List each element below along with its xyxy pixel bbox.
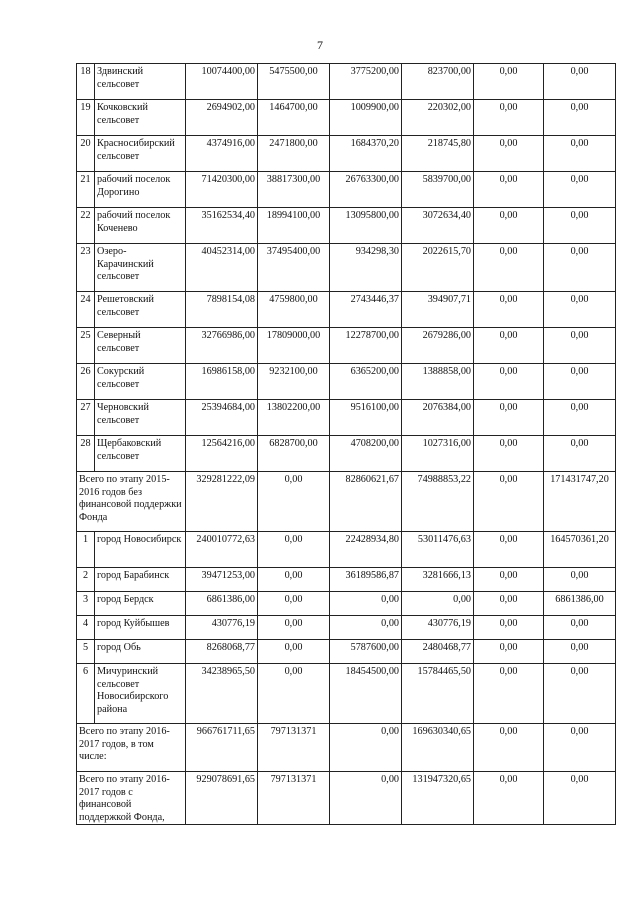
local-budget-cell: 1027316,00 <box>402 436 474 472</box>
table-row <box>77 640 616 664</box>
other-funds-cell: 0,00 <box>544 208 616 244</box>
local-budget-cell: 5839700,00 <box>402 172 474 208</box>
total-amount-cell: 2694902,00 <box>186 100 258 136</box>
row-number-cell: 5 <box>77 640 95 664</box>
row-number-cell: 6 <box>77 664 95 724</box>
total-amount-cell: 40452314,00 <box>186 244 258 292</box>
municipality-name-cell: город Куйбышев <box>95 616 186 640</box>
owners-funds-cell: 0,00 <box>474 724 544 772</box>
other-funds-cell: 171431747,20 <box>544 472 616 532</box>
fund-amount-cell: 37495400,00 <box>258 244 330 292</box>
owners-funds-cell: 0,00 <box>474 328 544 364</box>
owners-funds-cell: 0,00 <box>474 64 544 100</box>
table-row <box>77 364 616 400</box>
total-amount-cell: 25394684,00 <box>186 400 258 436</box>
total-amount-cell: 430776,19 <box>186 616 258 640</box>
fund-amount-cell: 0,00 <box>258 532 330 568</box>
total-label-cell: Всего по этапу 2015-2016 годов без финансовой поддержки Фонда <box>77 472 186 532</box>
table-row <box>77 64 616 100</box>
municipality-name-cell: город Новосибирск <box>95 532 186 568</box>
owners-funds-cell: 0,00 <box>474 172 544 208</box>
local-budget-cell: 2076384,00 <box>402 400 474 436</box>
fund-amount-cell: 5475500,00 <box>258 64 330 100</box>
regional-budget-cell: 3775200,00 <box>330 64 402 100</box>
regional-budget-cell: 36189586,87 <box>330 568 402 592</box>
other-funds-cell: 0,00 <box>544 436 616 472</box>
municipality-name-cell: Мичуринский сельсовет Новосибирского района <box>95 664 186 724</box>
fund-amount-cell: 4759800,00 <box>258 292 330 328</box>
table-row <box>77 100 616 136</box>
row-number-cell: 2 <box>77 568 95 592</box>
local-budget-cell: 169630340,65 <box>402 724 474 772</box>
total-amount-cell: 35162534,40 <box>186 208 258 244</box>
owners-funds-cell: 0,00 <box>474 772 544 825</box>
municipality-name-cell: Щербаковский сельсовет <box>95 436 186 472</box>
owners-funds-cell: 0,00 <box>474 400 544 436</box>
local-budget-cell: 2480468,77 <box>402 640 474 664</box>
municipality-name-cell: город Барабинск <box>95 568 186 592</box>
regional-budget-cell: 26763300,00 <box>330 172 402 208</box>
total-amount-cell: 966761711,65 <box>186 724 258 772</box>
row-number-cell: 18 <box>77 64 95 100</box>
page-number: 7 <box>317 38 323 52</box>
other-funds-cell: 0,00 <box>544 568 616 592</box>
owners-funds-cell: 0,00 <box>474 100 544 136</box>
total-amount-cell: 12564216,00 <box>186 436 258 472</box>
fund-amount-cell: 18994100,00 <box>258 208 330 244</box>
local-budget-cell: 2022615,70 <box>402 244 474 292</box>
other-funds-cell: 0,00 <box>544 364 616 400</box>
municipality-name-cell: Озеро-Карачинский сельсовет <box>95 244 186 292</box>
row-number-cell: 21 <box>77 172 95 208</box>
total-amount-cell: 4374916,00 <box>186 136 258 172</box>
row-number-cell: 27 <box>77 400 95 436</box>
fund-amount-cell: 2471800,00 <box>258 136 330 172</box>
municipality-name-cell: город Бердск <box>95 592 186 616</box>
local-budget-cell: 430776,19 <box>402 616 474 640</box>
table-row <box>77 208 616 244</box>
local-budget-cell: 131947320,65 <box>402 772 474 825</box>
municipality-name-cell: Черновский сельсовет <box>95 400 186 436</box>
owners-funds-cell: 0,00 <box>474 208 544 244</box>
owners-funds-cell: 0,00 <box>474 640 544 664</box>
owners-funds-cell: 0,00 <box>474 532 544 568</box>
total-amount-cell: 71420300,00 <box>186 172 258 208</box>
table-body <box>77 64 616 825</box>
regional-budget-cell: 12278700,00 <box>330 328 402 364</box>
regional-budget-cell: 6365200,00 <box>330 364 402 400</box>
local-budget-cell: 394907,71 <box>402 292 474 328</box>
regional-budget-cell: 0,00 <box>330 592 402 616</box>
fund-amount-cell: 1464700,00 <box>258 100 330 136</box>
local-budget-cell: 53011476,63 <box>402 532 474 568</box>
local-budget-cell: 74988853,22 <box>402 472 474 532</box>
row-number-cell: 20 <box>77 136 95 172</box>
total-amount-cell: 10074400,00 <box>186 64 258 100</box>
other-funds-cell: 6861386,00 <box>544 592 616 616</box>
fund-amount-cell: 0,00 <box>258 616 330 640</box>
municipality-name-cell: Кочковский сельсовет <box>95 100 186 136</box>
municipality-name-cell: Северный сельсовет <box>95 328 186 364</box>
fund-amount-cell: 0,00 <box>258 640 330 664</box>
fund-amount-cell: 0,00 <box>258 664 330 724</box>
other-funds-cell: 0,00 <box>544 640 616 664</box>
owners-funds-cell: 0,00 <box>474 436 544 472</box>
total-row <box>77 472 616 532</box>
fund-amount-cell: 9232100,00 <box>258 364 330 400</box>
regional-budget-cell: 934298,30 <box>330 244 402 292</box>
fund-amount-cell: 0,00 <box>258 592 330 616</box>
regional-budget-cell: 82860621,67 <box>330 472 402 532</box>
other-funds-cell: 0,00 <box>544 244 616 292</box>
owners-funds-cell: 0,00 <box>474 244 544 292</box>
total-amount-cell: 39471253,00 <box>186 568 258 592</box>
regional-budget-cell: 9516100,00 <box>330 400 402 436</box>
total-amount-cell: 32766986,00 <box>186 328 258 364</box>
regional-budget-cell: 1684370,20 <box>330 136 402 172</box>
fund-amount-cell: 17809000,00 <box>258 328 330 364</box>
local-budget-cell: 218745,80 <box>402 136 474 172</box>
regional-budget-cell: 0,00 <box>330 616 402 640</box>
other-funds-cell: 0,00 <box>544 616 616 640</box>
regional-budget-cell: 5787600,00 <box>330 640 402 664</box>
row-number-cell: 3 <box>77 592 95 616</box>
table-row <box>77 616 616 640</box>
table-row <box>77 436 616 472</box>
row-number-cell: 25 <box>77 328 95 364</box>
table-row <box>77 244 616 292</box>
table-row <box>77 400 616 436</box>
regional-budget-cell: 0,00 <box>330 724 402 772</box>
row-number-cell: 1 <box>77 532 95 568</box>
table-row <box>77 592 616 616</box>
owners-funds-cell: 0,00 <box>474 568 544 592</box>
regional-budget-cell: 1009900,00 <box>330 100 402 136</box>
municipality-name-cell: Решетовский сельсовет <box>95 292 186 328</box>
regional-budget-cell: 18454500,00 <box>330 664 402 724</box>
fund-amount-cell: 13802200,00 <box>258 400 330 436</box>
total-amount-cell: 6861386,00 <box>186 592 258 616</box>
row-number-cell: 23 <box>77 244 95 292</box>
total-amount-cell: 8268068,77 <box>186 640 258 664</box>
row-number-cell: 22 <box>77 208 95 244</box>
local-budget-cell: 3072634,40 <box>402 208 474 244</box>
total-amount-cell: 929078691,65 <box>186 772 258 825</box>
local-budget-cell: 823700,00 <box>402 64 474 100</box>
other-funds-cell: 164570361,20 <box>544 532 616 568</box>
total-row <box>77 724 616 772</box>
total-amount-cell: 34238965,50 <box>186 664 258 724</box>
table-row <box>77 532 616 568</box>
other-funds-cell: 0,00 <box>544 64 616 100</box>
fund-amount-cell: 797131371 <box>258 772 330 825</box>
row-number-cell: 19 <box>77 100 95 136</box>
other-funds-cell: 0,00 <box>544 172 616 208</box>
local-budget-cell: 1388858,00 <box>402 364 474 400</box>
other-funds-cell: 0,00 <box>544 292 616 328</box>
local-budget-cell: 0,00 <box>402 592 474 616</box>
total-amount-cell: 240010772,63 <box>186 532 258 568</box>
owners-funds-cell: 0,00 <box>474 472 544 532</box>
owners-funds-cell: 0,00 <box>474 136 544 172</box>
local-budget-cell: 2679286,00 <box>402 328 474 364</box>
municipality-name-cell: город Обь <box>95 640 186 664</box>
municipality-name-cell: рабочий поселок Коченево <box>95 208 186 244</box>
owners-funds-cell: 0,00 <box>474 292 544 328</box>
local-budget-cell: 220302,00 <box>402 100 474 136</box>
other-funds-cell: 0,00 <box>544 664 616 724</box>
table-row <box>77 568 616 592</box>
local-budget-cell: 15784465,50 <box>402 664 474 724</box>
table-row <box>77 328 616 364</box>
fund-amount-cell: 797131371 <box>258 724 330 772</box>
municipality-name-cell: Здвинский сельсовет <box>95 64 186 100</box>
table-row <box>77 136 616 172</box>
regional-budget-cell: 4708200,00 <box>330 436 402 472</box>
fund-amount-cell: 0,00 <box>258 568 330 592</box>
other-funds-cell: 0,00 <box>544 400 616 436</box>
fund-amount-cell: 6828700,00 <box>258 436 330 472</box>
owners-funds-cell: 0,00 <box>474 664 544 724</box>
municipality-name-cell: Красносибирский сельсовет <box>95 136 186 172</box>
other-funds-cell: 0,00 <box>544 724 616 772</box>
row-number-cell: 24 <box>77 292 95 328</box>
fund-amount-cell: 38817300,00 <box>258 172 330 208</box>
fund-amount-cell: 0,00 <box>258 472 330 532</box>
other-funds-cell: 0,00 <box>544 772 616 825</box>
municipality-name-cell: Сокурский сельсовет <box>95 364 186 400</box>
total-label-cell: Всего по этапу 2016-2017 годов, в том числе: <box>77 724 186 772</box>
table-row <box>77 172 616 208</box>
regional-budget-cell: 22428934,80 <box>330 532 402 568</box>
total-amount-cell: 7898154,08 <box>186 292 258 328</box>
funding-table <box>76 63 616 825</box>
total-row <box>77 772 616 825</box>
other-funds-cell: 0,00 <box>544 328 616 364</box>
owners-funds-cell: 0,00 <box>474 364 544 400</box>
municipality-name-cell: рабочий поселок Дорогино <box>95 172 186 208</box>
row-number-cell: 4 <box>77 616 95 640</box>
total-label-cell: Всего по этапу 2016-2017 годов с финансовой поддержкой Фонда, <box>77 772 186 825</box>
owners-funds-cell: 0,00 <box>474 616 544 640</box>
local-budget-cell: 3281666,13 <box>402 568 474 592</box>
regional-budget-cell: 2743446,37 <box>330 292 402 328</box>
total-amount-cell: 16986158,00 <box>186 364 258 400</box>
total-amount-cell: 329281222,09 <box>186 472 258 532</box>
regional-budget-cell: 0,00 <box>330 772 402 825</box>
other-funds-cell: 0,00 <box>544 136 616 172</box>
row-number-cell: 26 <box>77 364 95 400</box>
table-row <box>77 664 616 724</box>
owners-funds-cell: 0,00 <box>474 592 544 616</box>
other-funds-cell: 0,00 <box>544 100 616 136</box>
regional-budget-cell: 13095800,00 <box>330 208 402 244</box>
row-number-cell: 28 <box>77 436 95 472</box>
table-row <box>77 292 616 328</box>
